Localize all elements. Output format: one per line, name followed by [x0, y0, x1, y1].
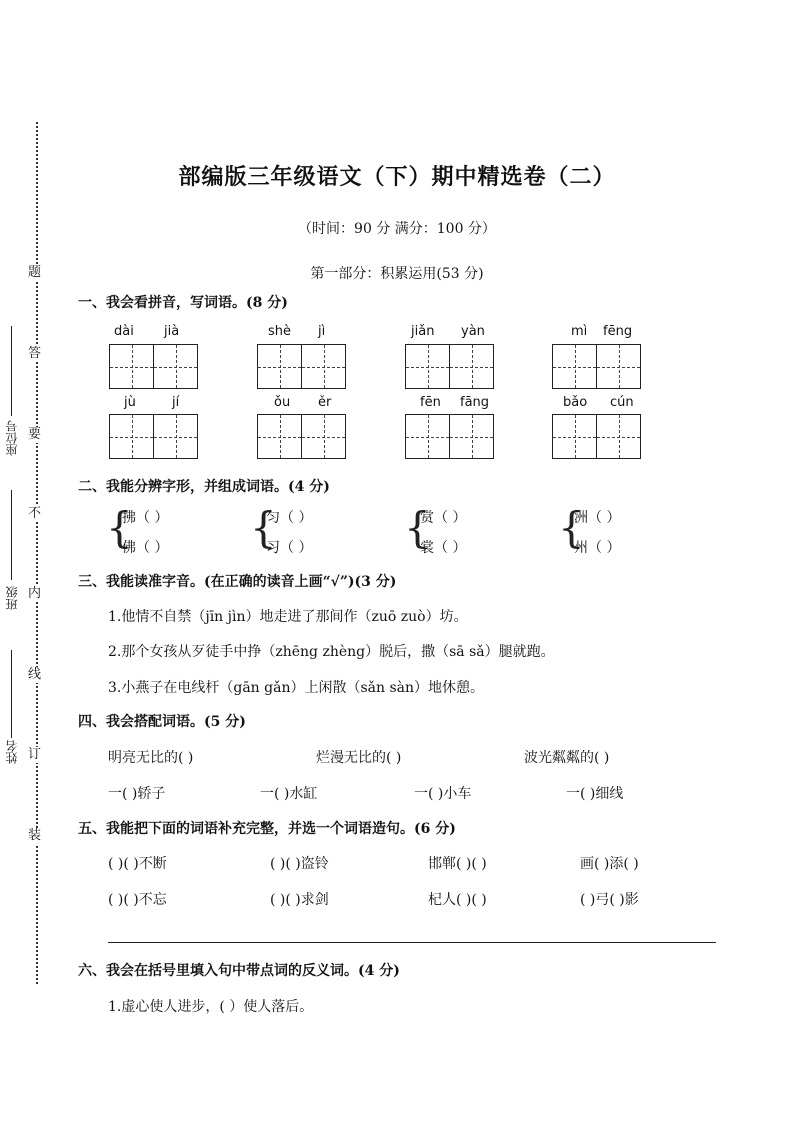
seal-char: 订	[28, 747, 42, 762]
q5-title: 五、我能把下面的词语补充完整，并选一个词语造句。(6 分)	[78, 821, 456, 837]
pinyin: jù	[124, 395, 136, 410]
q3-sentence: 3.小燕子在电线杆（gān gǎn）上闲散（sǎn sàn）地休憩。	[108, 680, 485, 696]
writing-grid[interactable]	[257, 414, 345, 459]
writing-grid[interactable]	[109, 414, 197, 459]
pinyin: fēn	[420, 395, 441, 410]
idiom-blank: ( )( )求剑	[270, 892, 329, 908]
q3-sentence: 2.那个女孩从歹徒手中挣（zhēng zhèng）脱后，撒（sā sǎ）腿就跑。	[108, 644, 555, 660]
char-pair-item: 拂（ ）	[122, 510, 169, 526]
idiom-blank: ( )( )盗铃	[270, 856, 329, 872]
pinyin: yàn	[461, 324, 485, 339]
seal-char: 内	[28, 586, 42, 601]
seal-char: 装	[28, 828, 42, 843]
pinyin: jí	[172, 395, 180, 410]
pinyin: ǒu	[274, 395, 291, 410]
fill-phrase: 一( )轿子	[108, 786, 166, 802]
idiom-blank: ( )( )不忘	[108, 892, 167, 908]
seal-char: 要	[28, 427, 42, 442]
char-pair-item: 赏（ ）	[420, 510, 467, 526]
fill-phrase: 波光粼粼的( )	[524, 750, 610, 766]
writing-grid[interactable]	[405, 414, 493, 459]
q2-title: 二、我能分辨字形，并组成词语。(4 分)	[78, 479, 330, 495]
pinyin: bǎo	[563, 395, 588, 410]
pinyin: dài	[114, 324, 134, 339]
pinyin: cún	[610, 395, 634, 410]
fill-phrase: 一( )细线	[566, 786, 624, 802]
pinyin: mì	[571, 324, 588, 339]
fill-phrase: 一( )水缸	[260, 786, 318, 802]
q4-title: 四、我会搭配词语。(5 分)	[78, 714, 246, 730]
field-line-name	[11, 650, 12, 738]
pinyin: fēng	[603, 324, 633, 339]
idiom-blank: 杞人( )( )	[428, 892, 487, 908]
seal-char: 答	[28, 346, 42, 361]
q6-sentence: 1.虚心使人进步，( ）使人落后。	[108, 999, 314, 1015]
pinyin: fāng	[460, 395, 490, 410]
pinyin: jì	[318, 324, 326, 339]
writing-grid[interactable]	[405, 344, 493, 389]
page-title: 部编版三年级语文（下）期中精选卷（二）	[178, 164, 616, 190]
brace: {	[106, 503, 133, 552]
idiom-blank: ( )( )不断	[108, 856, 167, 872]
pinyin: shè	[268, 324, 292, 339]
field-line-seat	[11, 326, 12, 416]
idiom-blank: ( )弓( )影	[580, 892, 639, 908]
q6-title: 六、我会在括号里填入句中带点词的反义词。(4 分)	[78, 963, 400, 979]
brace: {	[404, 503, 431, 552]
pinyin: jiǎn	[411, 324, 435, 339]
seal-char: 线	[28, 667, 42, 682]
char-pair-item: 州（ ）	[574, 540, 621, 556]
char-pair-item: 洲（ ）	[574, 510, 621, 526]
writing-grid[interactable]	[552, 414, 640, 459]
q3-title: 三、我能读准字音。(在正确的读音上画“√”)(3 分)	[78, 574, 397, 590]
q1-title: 一、我会看拼音，写词语。(8 分)	[78, 295, 288, 311]
fill-phrase: 明亮无比的( )	[108, 750, 194, 766]
sentence-writing-line[interactable]	[108, 942, 716, 943]
binding-dotted-line	[36, 122, 38, 984]
fill-phrase: 烂漫无比的( )	[316, 750, 402, 766]
idiom-blank: 画( )添( )	[580, 856, 639, 872]
writing-grid[interactable]	[109, 344, 197, 389]
writing-grid[interactable]	[257, 344, 345, 389]
seal-char: 不	[28, 506, 42, 521]
q3-sentence: 1.他情不自禁（jīn jìn）地走进了那间作（zuō zuò）坊。	[108, 609, 468, 625]
pinyin: jià	[164, 324, 180, 339]
brace: {	[558, 503, 585, 552]
field-label-seat: 座位号	[5, 420, 19, 456]
field-line-class	[11, 490, 12, 580]
char-pair-item: 裳（ ）	[420, 540, 467, 556]
writing-grid[interactable]	[552, 344, 640, 389]
seal-char: 题	[28, 265, 42, 280]
part-title: 第一部分：积累运用(53 分)	[310, 266, 484, 282]
idiom-blank: 邯郸( )( )	[428, 856, 487, 872]
fill-phrase: 一( )小车	[414, 786, 472, 802]
field-label-name: 姓名	[5, 740, 19, 764]
exam-info: （时间：90 分 满分：100 分）	[298, 221, 496, 237]
char-pair-item: 匀（ ）	[266, 510, 313, 526]
brace: {	[250, 503, 277, 552]
char-pair-item: 习（ ）	[266, 540, 313, 556]
char-pair-item: 佛（ ）	[122, 540, 169, 556]
pinyin: ěr	[318, 395, 332, 410]
field-label-class: 班级	[5, 586, 19, 610]
